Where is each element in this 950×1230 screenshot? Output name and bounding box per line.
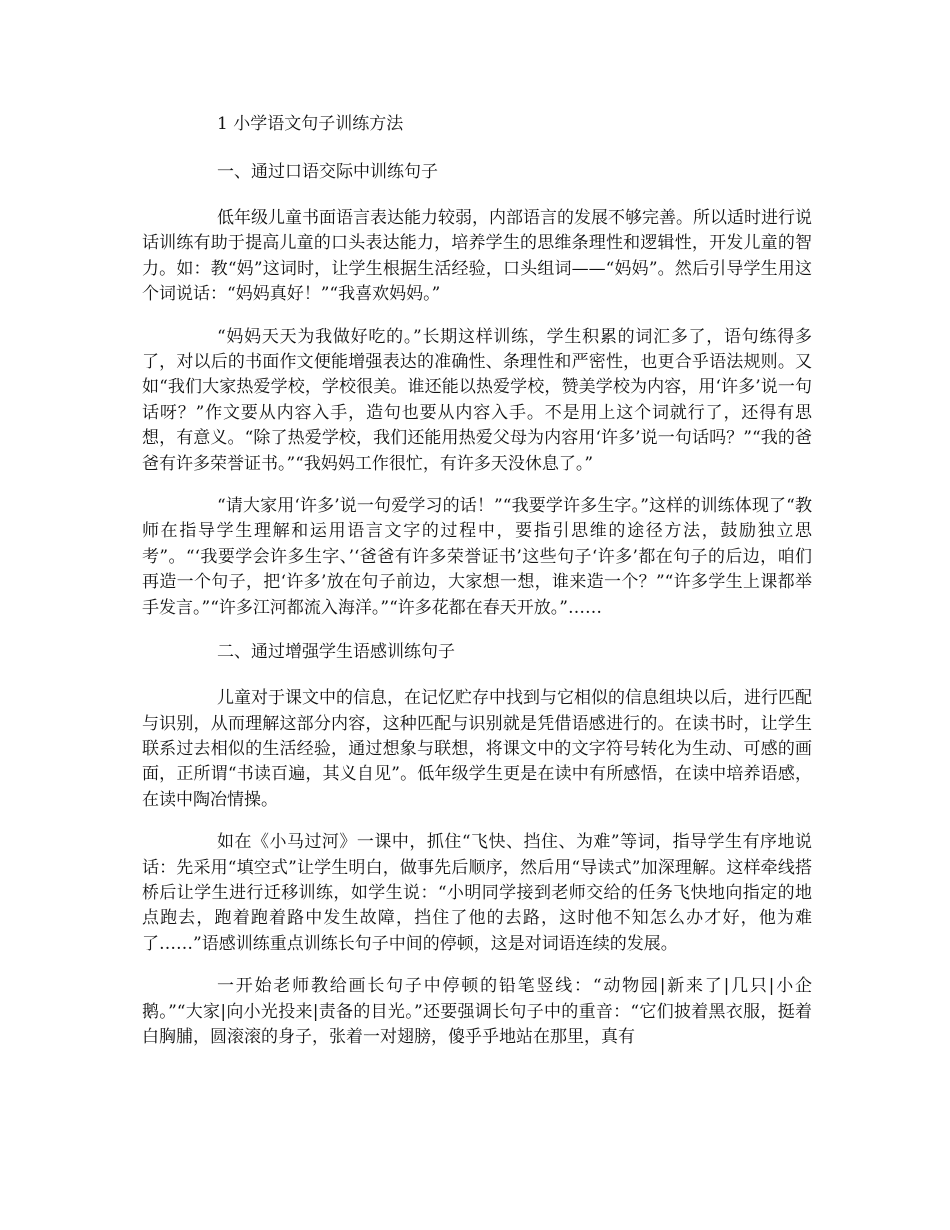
- paragraph: 儿童对于课文中的信息，在记忆贮存中找到与它相似的信息组块以后，进行匹配与识别，从而理解这部分内容，这种匹配与识别就是凭借语感进行的。在读书时，让学生联系过去相似的生活经验，通过想象与联想，将课文中的文字符号转化为生动、可感的画面，正所谓“书读百遍，其义自见”。低年级学生更是在读中有所感悟，在读中培养语感，在读中陶冶情操。: [142, 688, 812, 810]
- paragraph: “妈妈天天为我做好吃的。”长期这样训练，学生积累的词汇多了，语句练得多了，对以后的书面作文便能增强表达的准确性、条理性和严密性，也更合乎语法规则。又如“我们大家热爱学校，学校很美。谁还能以热爱学校，赞美学校为内容，用‘许多’说一句话呀？”作文要从内容入手，造句也要从内容入手。不是用上这个词就行了，还得有思想，有意义。“除了热爱学校，我们还能用热爱父母为内容用‘许多’说一句话吗？”“我的爸爸有许多荣誉证书。”“我妈妈工作很忙，有许多天没休息了。”: [142, 326, 812, 474]
- section-heading-1: 一、通过口语交际中训练句子: [217, 162, 438, 182]
- document-body: [142, 110, 812, 1067]
- section-heading-2: 二、通过增强学生语感训练句子: [217, 642, 455, 663]
- paragraph: 低年级儿童书面语言表达能力较弱，内部语言的发展不够完善。所以适时进行说话训练有助于提高儿童的口头表达能力，培养学生的思维条理性和逻辑性，开发儿童的智力。如：教“妈”这词时，让学生根据生活经验，口头组词——“妈妈”。然后引导学生用这个词说话：“妈妈真好！”“我喜欢妈妈。”: [142, 208, 812, 305]
- document-title: 1 小学语文句子训练方法: [217, 114, 404, 134]
- paragraph: 如在《小马过河》一课中，抓住“飞快、挡住、为难”等词，指导学生有序地说话：先采用“填空式”让学生明白，做事先后顺序，然后用“导读式”加深理解。这样牵线搭桥后让学生进行迁移训练，如学生说：“小明同学接到老师交给的任务飞快地向指定的地点跑去，跑着跑着路中发生故障，挡住了他的去路，这时他不知怎么办才好，他为难了……”语感训练重点训练长句子中间的停顿，这是对词语连续的发展。: [142, 832, 812, 954]
- paragraph: “请大家用‘许多’说一句爱学习的话！”“我要学许多生字。”这样的训练体现了“教师在指导学生理解和运用语言文字的过程中，要指引思维的途径方法，鼓励独立思考”。“‘我要学会许多生字、’‘爸爸有许多荣誉证书’这些句子‘许多’都在句子的后边，咱们再造一个句子，把‘许多’放在句子前边，大家想一想，谁来造一个？”“许多学生上课都举手发言。”“许多江河都流入海洋。”“许多花都在春天开放。”……: [142, 496, 812, 618]
- paragraph: 一开始老师教给画长句子中停顿的铅笔竖线：“动物园|新来了|几只|小企鹅。”“大家|向小光投来|责备的目光。”还要强调长句子中的重音：“它们披着黑衣服，挺着白胸脯，圆滚滚的身子，张着一对翅膀，傻乎乎地站在那里，真有: [142, 976, 812, 1047]
